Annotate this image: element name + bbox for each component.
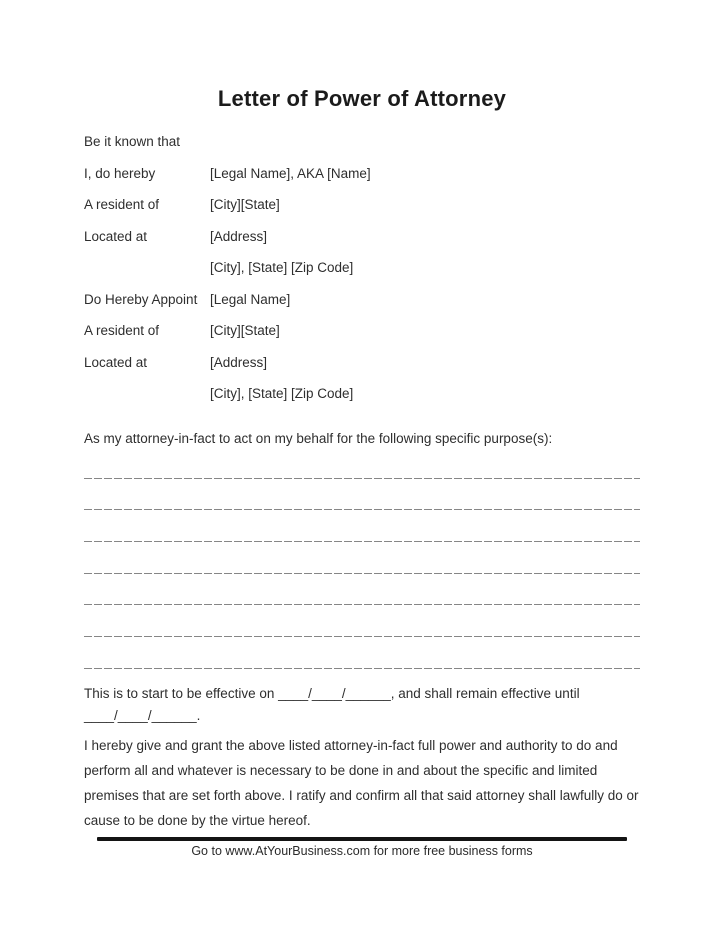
purpose-lines: [84, 447, 640, 669]
intro-row-value: [Legal Name]: [210, 291, 291, 307]
blank-writing-line: [84, 479, 640, 511]
intro-row: [84, 291, 640, 308]
intro-row: [84, 354, 640, 371]
intro-row: [84, 196, 640, 213]
footer-rule: [97, 837, 627, 841]
blank-writing-line: [84, 510, 640, 542]
blank-writing-line: [84, 605, 640, 637]
blank-writing-line: [84, 637, 640, 669]
intro-row-label: Located at: [84, 228, 148, 244]
intro-row-label: Be it known that: [84, 134, 181, 149]
intro-row-label: A resident of: [84, 323, 160, 338]
intro-row: [84, 385, 640, 402]
intro-row-label: Do Hereby Appoint: [84, 291, 198, 307]
blank-writing-line: [84, 574, 640, 606]
intro-row-label: A resident of: [84, 197, 160, 212]
intro-row-value: [City][State]: [210, 197, 280, 212]
intro-row: [84, 165, 640, 182]
intro-row-value: [City], [State] [Zip Code]: [210, 386, 354, 401]
intro-row-value: [City][State]: [210, 323, 280, 338]
intro-row-label: Located at: [84, 354, 148, 370]
intro-row: [84, 259, 640, 276]
purpose-heading: As my attorney-in-fact to act on my behalf for the following specific purpose(s):: [84, 431, 553, 446]
intro-row-value: [Address]: [210, 354, 268, 370]
intro-row-label: [84, 385, 210, 402]
intro-row: [84, 228, 640, 245]
effective-clause: [84, 683, 640, 727]
effective-clause-line2: ____/____/______.: [84, 707, 201, 723]
footer-text: Go to www.AtYourBusiness.com for more free business forms: [191, 843, 533, 858]
blank-writing-line: [84, 542, 640, 574]
intro-row-label: [84, 259, 210, 276]
intro-row-value: [Address]: [210, 228, 268, 244]
intro-row-value: [Legal Name], AKA [Name]: [210, 165, 371, 181]
grant-paragraph: I hereby give and grant the above listed attorney-in-fact full power and authority to do and perform all and whatever is necessary to be done in and about the specific and limited premises that are set forth above. I ratify and confirm all that said attorney shall lawfully do or cause to be done by the virtue hereof.: [84, 737, 639, 828]
intro-row: [84, 133, 640, 150]
intro-section: [84, 133, 640, 402]
page-title: Letter of Power of Attorney: [217, 86, 507, 111]
effective-clause-line1: This is to start to be effective on ____/____/______, and shall remain effective until: [84, 685, 580, 701]
intro-row-value: [210, 133, 640, 150]
intro-row: [84, 322, 640, 339]
intro-row-value: [City], [State] [Zip Code]: [210, 260, 354, 275]
intro-row-label: I, do hereby: [84, 165, 156, 181]
blank-writing-line: [84, 447, 640, 479]
